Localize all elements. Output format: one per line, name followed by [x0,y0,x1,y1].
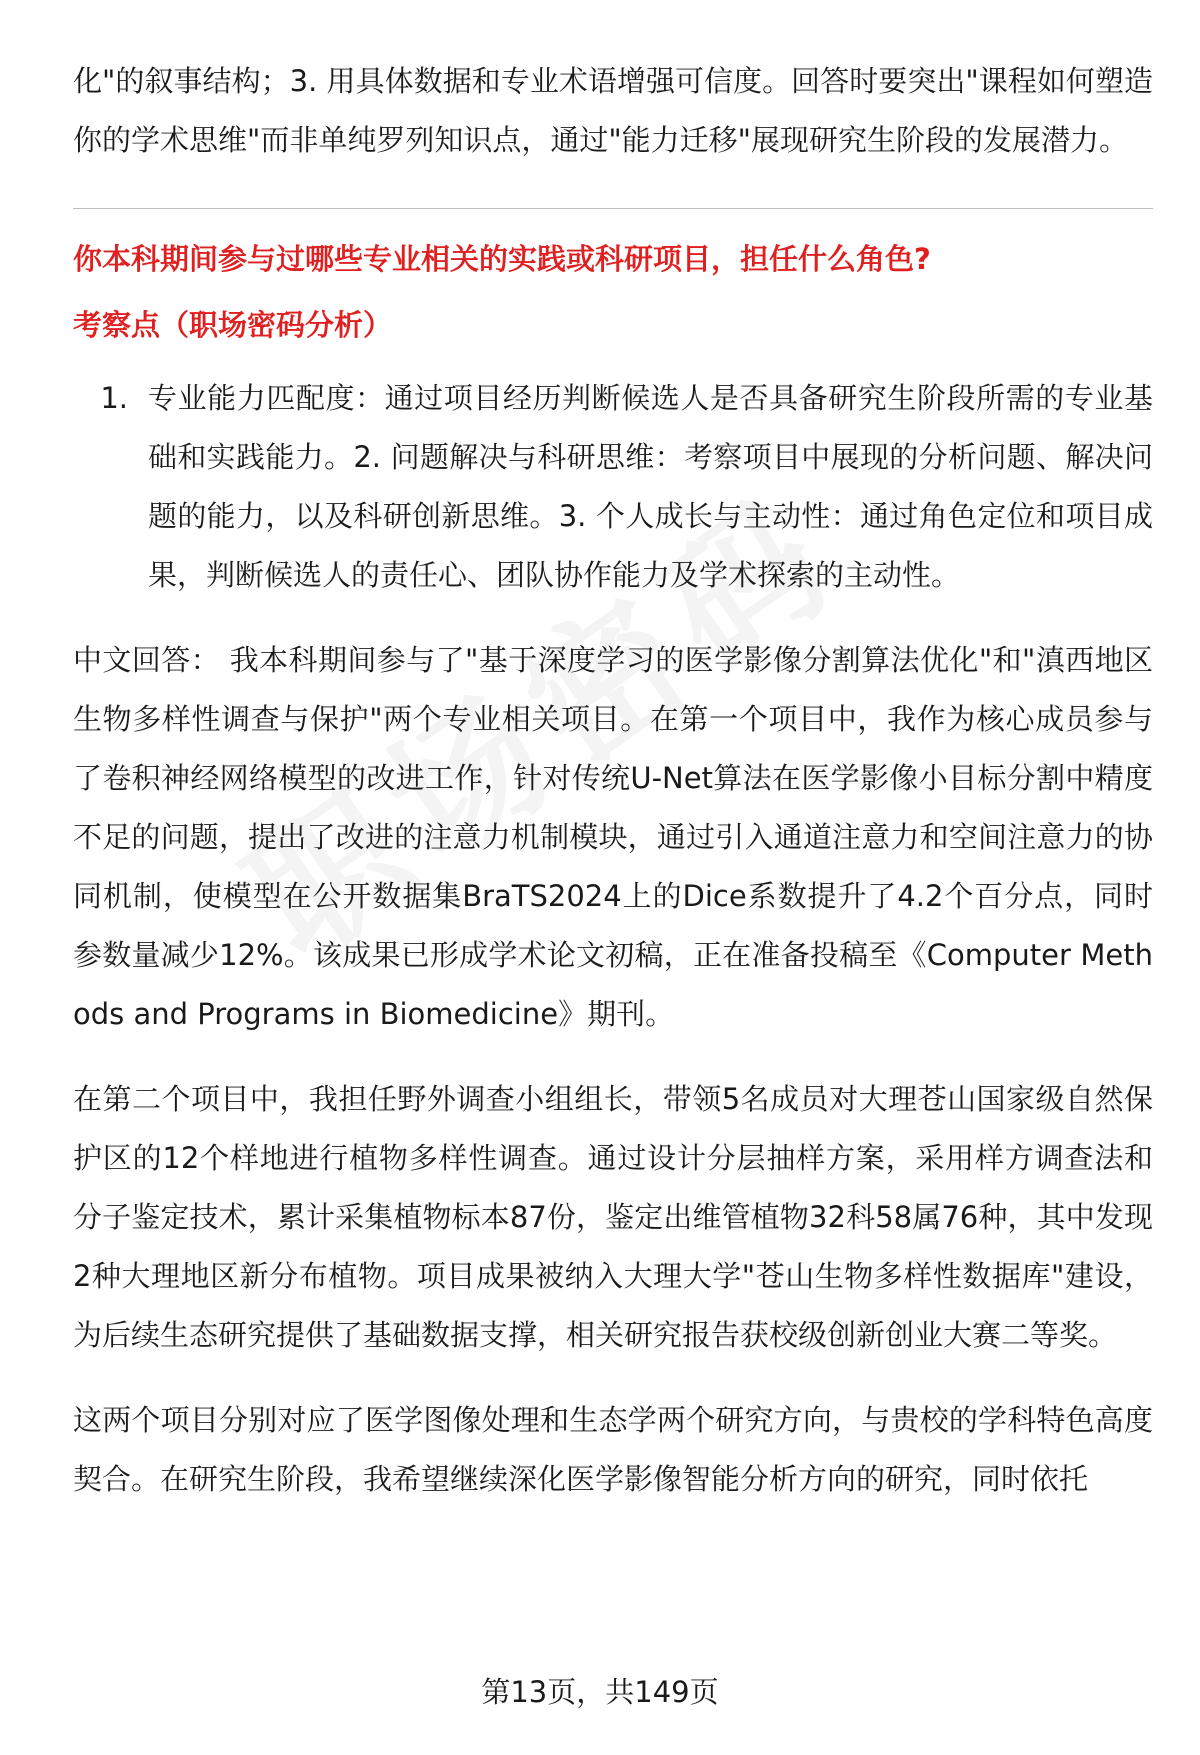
answer-paragraph-2: 在第二个项目中，我担任野外调查小组组长，带领5名成员对大理苍山国家级自然保护区的12个样地进行植物多样性调查。通过设计分层抽样方案，采用样方调查法和分子鉴定技术，累计采集植物标本87份，鉴定出维管植物32科58属76种，其中发现2种大理地区新分布植物。项目成果被纳入大理大学"苍山生物多样性数据库"建设，为后续生态研究提供了基础数据支撑，相关研究报告获校级创新创业大赛二等奖。 [73,1082,1153,1352]
page-footer: 第13页，共149页 [481,1675,719,1709]
page-content [73,52,1153,1509]
answer-paragraph-3: 这两个项目分别对应了医学图像处理和生态学两个研究方向，与贵校的学科特色高度契合。在研究生阶段，我希望继续深化医学影像智能分析方向的研究，同时依托 [73,1403,1153,1496]
list-number: 1. [100,381,128,415]
question-heading: 你本科期间参与过哪些专业相关的实践或科研项目，担任什么角色? [73,242,931,276]
exam-points-text: 专业能力匹配度：通过项目经历判断候选人是否具备研究生阶段所需的专业基础和实践能力。2. 问题解决与科研思维：考察项目中展现的分析问题、解决问题的能力，以及科研创新思维。3. 个人成长与主动性：通过角色定位和项目成果，判断候选人的责任心、团队协作能力及学术探索的主动性。 [148,381,1153,592]
answer-paragraph-1: 中文回答： 我本科期间参与了"基于深度学习的医学影像分割算法优化"和"滇西地区生物多样性调查与保护"两个专业相关项目。在第一个项目中，我作为核心成员参与了卷积神经网络模型的改进工作，针对传统U-Net算法在医学影像小目标分割中精度不足的问题，提出了改进的注意力机制模块，通过引入通道注意力和空间注意力的协同机制，使模型在公开数据集BraTS2024上的Dice系数提升了4.2个百分点，同时参数量减少12%。该成果已形成学术论文初稿，正在准备投稿至《Computer Methods and Programs in Biomedicine》期刊。 [73,643,1153,1031]
section-divider [73,208,1153,209]
exam-points-heading: 考察点（职场密码分析） [73,308,393,342]
exam-points-list-item [73,369,1153,605]
intro-paragraph: 化"的叙事结构；3. 用具体数据和专业术语增强可信度。回答时要突出"课程如何塑造你的学术思维"而非单纯罗列知识点，通过"能力迁移"展现研究生阶段的发展潜力。 [73,64,1153,157]
